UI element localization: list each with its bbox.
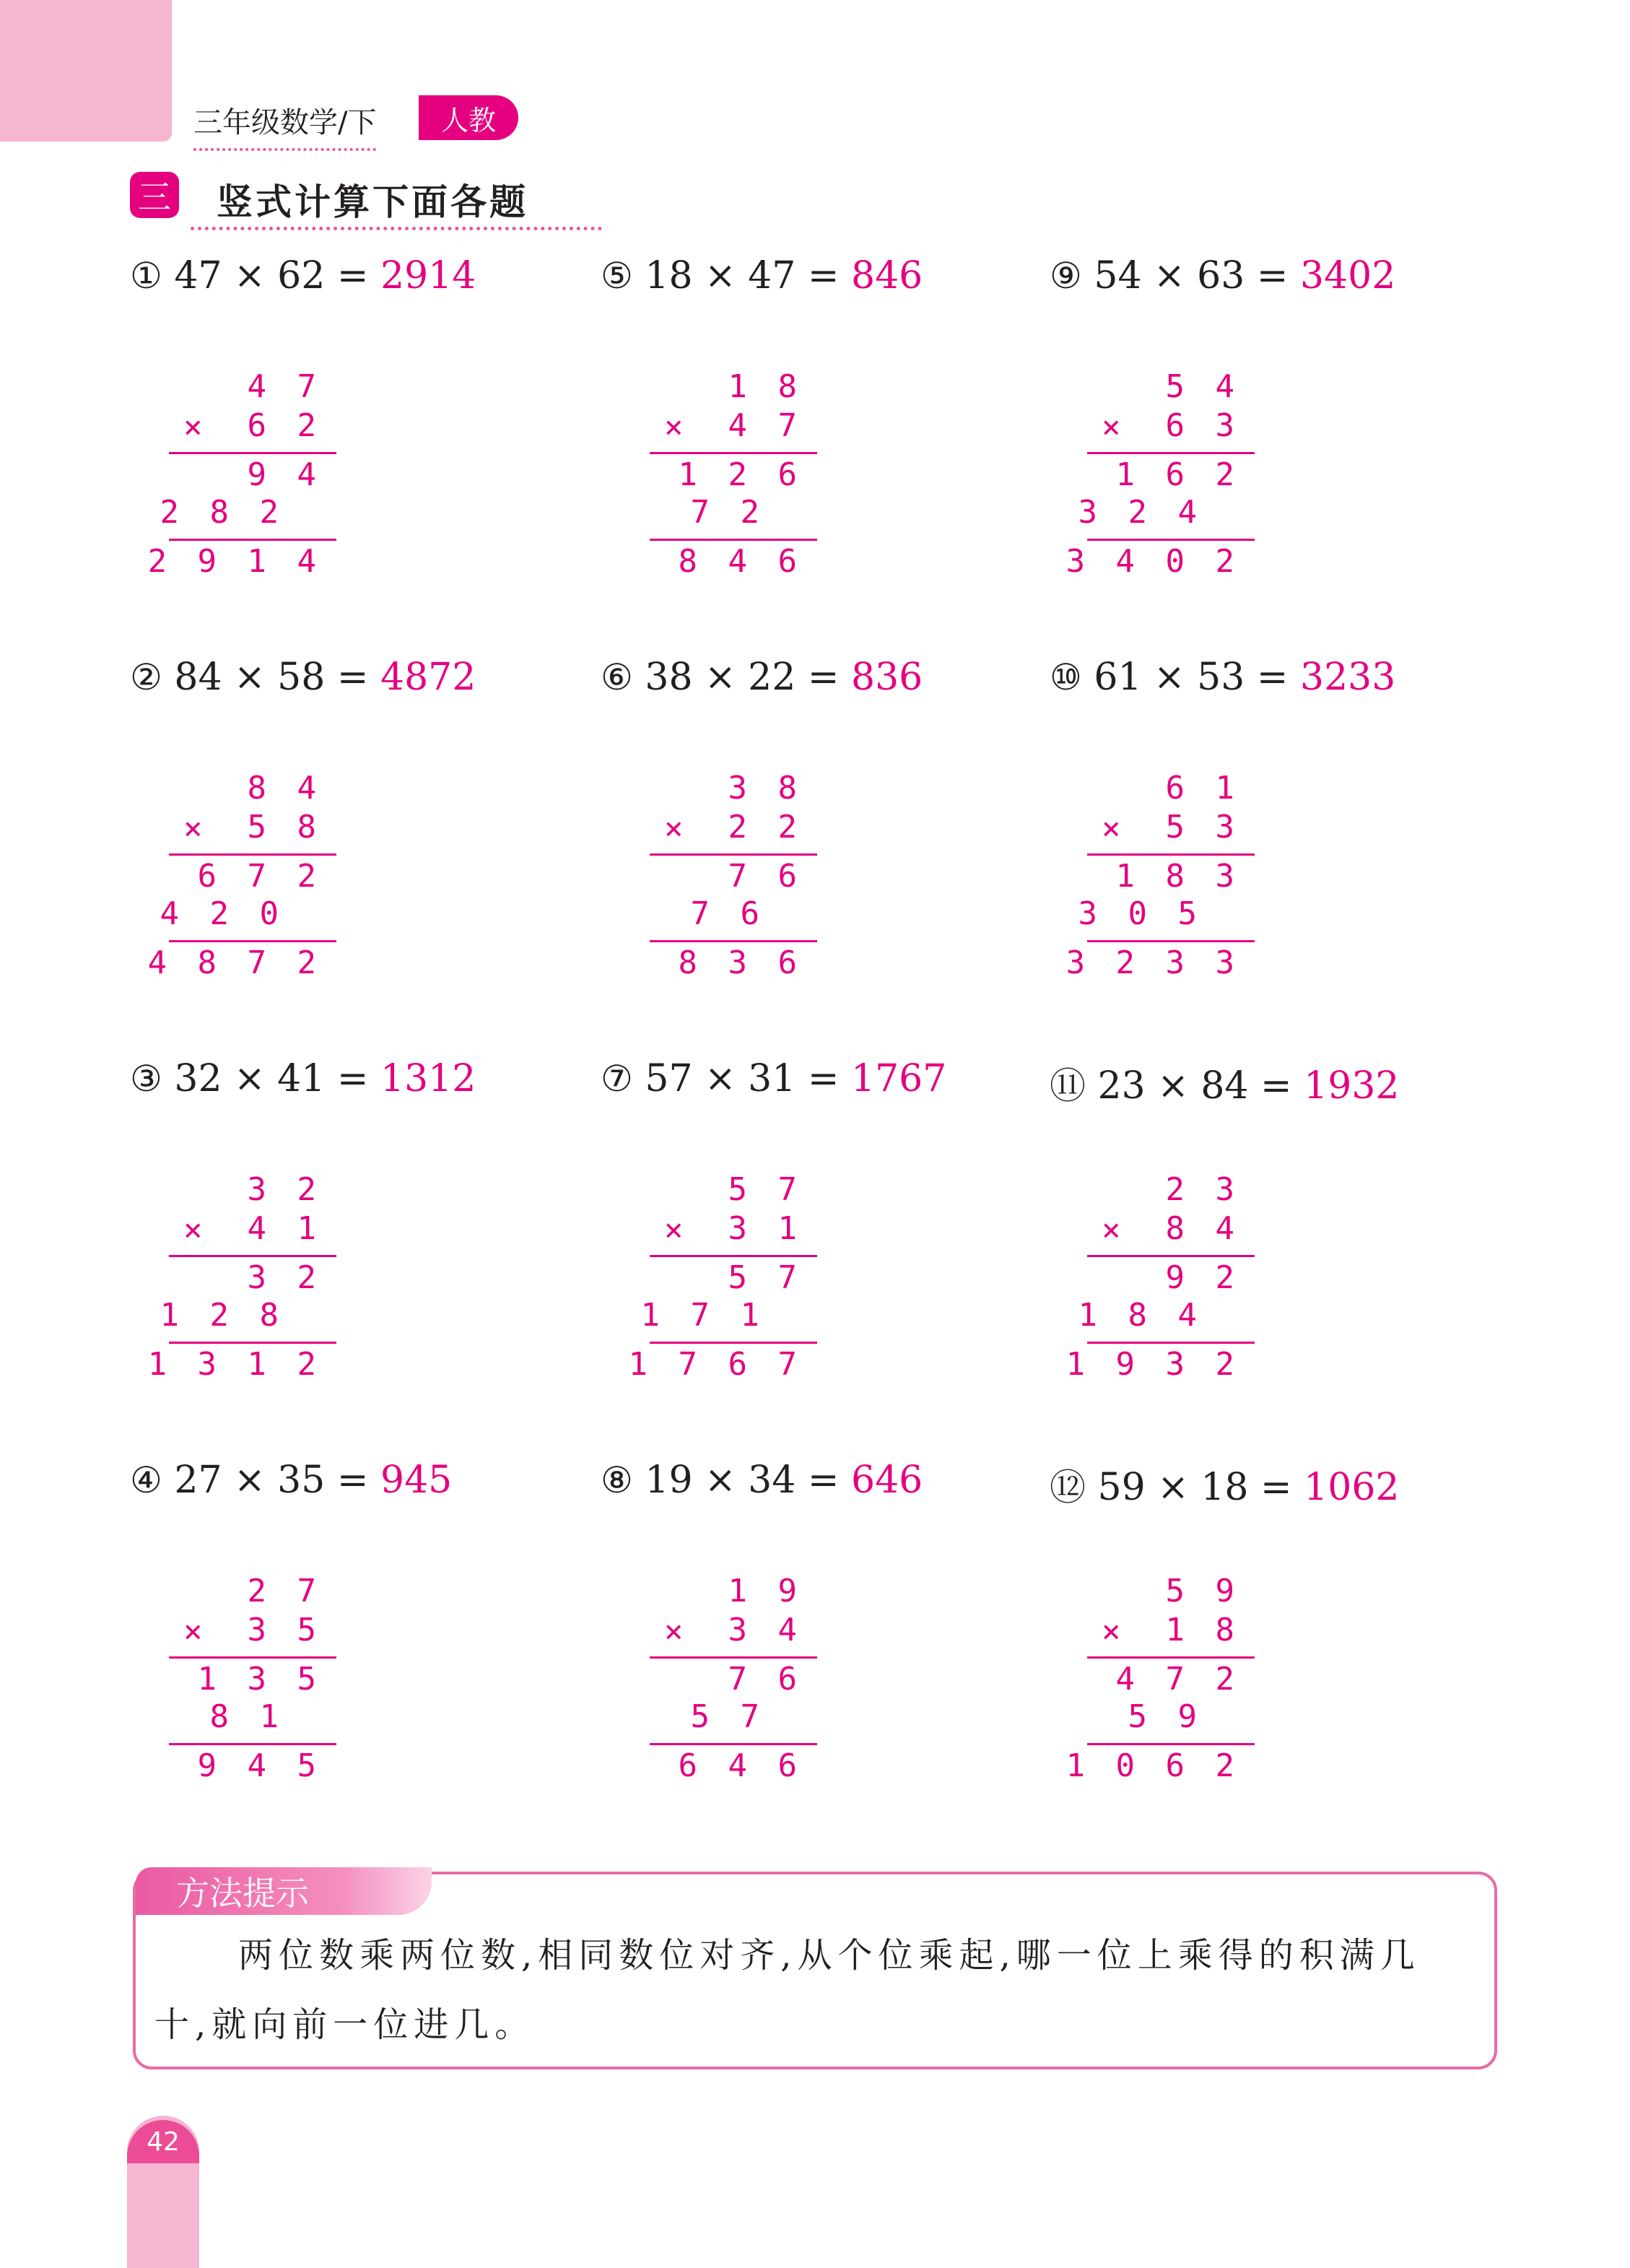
calc-partial-2: 8 1 [209,1698,284,1735]
calc-multiplicand: 3 2 [247,1171,322,1208]
calc-result: 1 3 1 2 [147,1346,322,1383]
calc-multiplicand: 5 4 [1165,368,1240,405]
calc-partial-1: 7 6 [728,1661,803,1698]
problem-number: ⑩ [1050,656,1082,698]
problem-equation [1050,1459,1400,1511]
times-sign: × [1141,656,1198,699]
answer: 836 [850,656,923,699]
calc-partial-1: 7 6 [728,858,803,895]
calc-partial-2: 1 8 4 [1078,1297,1203,1334]
page-number: 42 [127,2120,199,2163]
calc-line-2 [650,1342,817,1344]
equals-sign: = [796,656,851,699]
calc-multiplier: 8 4 [1165,1210,1240,1247]
calc-partial-2: 5 7 [690,1698,765,1735]
problem-equation [130,1459,452,1502]
times-sign: × [222,656,278,699]
factor-a: 23 [1097,1064,1146,1108]
calc-line-2 [169,1743,336,1745]
answer: 1312 [380,1057,476,1100]
vertical-calculation [147,764,342,988]
vertical-calculation [1065,1567,1260,1791]
equals-sign: = [1248,1064,1304,1108]
equals-sign: = [325,1057,380,1100]
calc-multiplier: 3 1 [728,1210,803,1247]
calc-result: 3 4 0 2 [1065,543,1240,580]
problem-2 [130,656,592,1057]
problem-number: ④ [130,1459,162,1501]
calc-result: 4 8 7 2 [147,944,322,981]
calc-result: 8 3 6 [678,944,803,981]
factor-b: 41 [277,1057,326,1100]
problem-10 [1050,656,1512,1057]
calc-multiplier: 4 1 [247,1210,322,1247]
factor-a: 47 [174,254,222,297]
calc-line-2 [1087,1743,1255,1745]
equals-sign: = [1245,254,1300,297]
calc-times-sign: × [183,409,203,446]
factor-b: 31 [748,1057,796,1100]
factor-a: 19 [645,1459,693,1502]
equals-sign: = [1245,656,1300,699]
factor-b: 53 [1197,656,1245,699]
vertical-calculation [1065,764,1260,988]
calc-result: 1 7 6 7 [628,1346,803,1383]
times-sign: × [1145,1466,1201,1509]
problem-equation [130,656,476,699]
problem-3 [130,1057,592,1459]
vertical-calculation [169,1567,342,1791]
vertical-calculation [147,1165,342,1389]
calc-multiplicand: 5 7 [728,1171,803,1208]
calc-multiplicand: 1 9 [728,1573,803,1609]
calc-line-2 [169,539,336,541]
calc-line-1 [1087,853,1255,856]
calc-line-1 [169,853,336,856]
equals-sign: = [325,1459,380,1502]
calc-times-sign: × [183,1212,203,1248]
factor-a: 59 [1097,1466,1146,1509]
calc-partial-1: 6 7 2 [197,858,322,895]
answer: 1767 [850,1057,947,1100]
factor-b: 34 [748,1459,796,1502]
problem-equation [130,254,476,297]
answer: 846 [850,254,923,297]
calc-multiplicand: 8 4 [247,770,322,807]
calc-result: 1 9 3 2 [1065,1346,1240,1383]
problem-number: ⑨ [1050,255,1082,297]
calc-result: 9 4 5 [197,1747,322,1784]
calc-partial-1: 4 7 2 [1115,1661,1240,1698]
times-sign: × [692,254,749,297]
calc-partial-2: 4 2 0 [160,895,284,932]
answer: 3402 [1299,254,1396,297]
answer: 2914 [380,254,476,297]
calc-multiplier: 5 8 [247,809,322,846]
vertical-calculation [650,1567,823,1791]
times-sign: × [1141,254,1198,297]
vertical-calculation [650,362,823,586]
calc-times-sign: × [183,810,203,847]
answer: 1062 [1304,1466,1400,1509]
problem-number: ⑥ [601,656,633,698]
times-sign: × [692,1057,749,1100]
calc-line-1 [650,1255,817,1257]
calc-result: 3 2 3 3 [1065,944,1240,981]
calc-times-sign: × [1102,1613,1121,1650]
problem-number: ③ [130,1058,162,1100]
factor-b: 47 [748,254,796,297]
times-sign: × [222,1057,278,1100]
problem-12 [1050,1459,1512,1860]
calc-times-sign: × [1102,810,1121,847]
equals-sign: = [325,254,380,297]
calc-line-1 [169,452,336,454]
calc-multiplier: 3 5 [247,1612,322,1648]
calc-multiplier: 6 3 [1165,407,1240,444]
calc-multiplicand: 1 8 [728,368,803,405]
calc-partial-2: 7 2 [690,494,765,531]
problem-11 [1050,1057,1512,1459]
calc-partial-1: 3 2 [247,1259,322,1296]
factor-a: 57 [645,1057,693,1100]
problem-equation [601,656,923,699]
factor-b: 58 [277,656,326,699]
calc-multiplicand: 2 3 [1165,1171,1240,1208]
calc-partial-2: 3 0 5 [1078,895,1203,932]
calc-partial-1: 1 2 6 [678,456,803,493]
problem-number: ⑦ [601,1058,633,1100]
factor-a: 18 [645,254,693,297]
calc-partial-2: 5 9 [1128,1698,1203,1735]
calc-line-2 [169,1342,336,1344]
calc-times-sign: × [664,810,684,847]
problem-7 [601,1057,1063,1459]
header-title: 三年级数学/下 [193,100,376,151]
vertical-calculation [650,764,823,988]
section-title: 竖式计算下面各题 [217,181,528,223]
problem-equation [601,1057,946,1100]
calc-multiplier: 5 3 [1165,809,1240,846]
calc-line-1 [169,1656,336,1659]
times-sign: × [222,1459,278,1502]
problem-number: ⑤ [601,255,633,297]
calc-partial-1: 1 3 5 [197,1661,322,1698]
factor-a: 54 [1094,254,1142,297]
header-badge: 人教 [419,95,518,140]
calc-partial-2: 1 2 8 [160,1297,284,1334]
calc-multiplier: 1 8 [1165,1612,1240,1648]
calc-times-sign: × [664,1613,684,1650]
problem-1 [130,254,592,656]
calc-multiplicand: 6 1 [1165,770,1240,807]
times-sign: × [222,254,278,297]
factor-a: 27 [174,1459,222,1502]
calc-partial-2: 3 2 4 [1078,494,1203,531]
calc-multiplicand: 2 7 [247,1573,322,1609]
problem-6 [601,656,1063,1057]
calc-line-2 [650,940,817,942]
problem-number: ② [130,656,162,698]
vertical-calculation [628,1165,823,1389]
calc-line-1 [1087,452,1255,454]
equals-sign: = [796,254,851,297]
calc-times-sign: × [183,1613,203,1650]
problem-equation [1050,1057,1400,1109]
calc-times-sign: × [1102,409,1121,446]
calc-line-2 [1087,539,1255,541]
calc-multiplier: 6 2 [247,407,322,444]
calc-times-sign: × [1102,1212,1121,1248]
equals-sign: = [325,656,380,699]
problem-8 [601,1459,1063,1860]
problem-5 [601,254,1063,656]
method-tip-text: 两位数乘两位数,相同数位对齐,从个位乘起,哪一位上乘得的积满几十,就向前一位进几。 [154,1935,1421,2045]
problem-equation [1050,254,1395,297]
problem-number: ① [130,255,162,297]
calc-line-1 [1087,1255,1255,1257]
calc-line-2 [650,539,817,541]
times-sign: × [692,656,749,699]
problem-number: ⑧ [601,1459,633,1501]
calc-line-2 [1087,1342,1255,1344]
equals-sign: = [796,1057,851,1100]
calc-multiplicand: 4 7 [247,368,322,405]
vertical-calculation [147,362,342,586]
calc-partial-1: 9 2 [1165,1259,1240,1296]
calc-multiplier: 4 7 [728,407,803,444]
corner-tab [0,0,172,142]
factor-b: 63 [1197,254,1245,297]
problem-number: ⑪ [1050,1065,1086,1107]
factor-b: 62 [277,254,326,297]
calc-line-1 [169,1255,336,1257]
problem-equation [1050,656,1395,699]
calc-partial-2: 1 7 1 [640,1297,765,1334]
problem-equation [130,1057,476,1100]
calc-line-2 [169,940,336,942]
calc-partial-1: 5 7 [728,1259,803,1296]
calc-multiplicand: 5 9 [1165,1573,1240,1609]
section-underline [191,227,602,230]
factor-b: 22 [748,656,796,699]
problem-equation [601,1459,923,1502]
equals-sign: = [1248,1466,1304,1509]
calc-line-1 [650,853,817,856]
vertical-calculation [1065,1165,1260,1389]
problem-4 [130,1459,592,1860]
calc-result: 1 0 6 2 [1065,1747,1240,1784]
problem-9 [1050,254,1512,656]
times-sign: × [692,1459,749,1502]
calc-times-sign: × [664,409,684,446]
factor-b: 18 [1200,1466,1249,1509]
answer: 945 [380,1459,453,1502]
vertical-calculation [1065,362,1260,586]
calc-partial-1: 1 8 3 [1115,858,1240,895]
problem-equation [601,254,923,297]
calc-line-2 [650,1743,817,1745]
factor-a: 32 [174,1057,222,1100]
calc-multiplicand: 3 8 [728,770,803,807]
calc-partial-2: 7 6 [690,895,765,932]
times-sign: × [1145,1064,1201,1108]
calc-line-1 [1087,1656,1255,1659]
calc-result: 6 4 6 [678,1747,803,1784]
problem-number: ⑫ [1050,1467,1086,1508]
answer: 3233 [1299,656,1396,699]
factor-a: 61 [1094,656,1142,699]
factor-a: 38 [645,656,693,699]
method-tip-label: 方法提示 [136,1867,432,1915]
answer: 4872 [380,656,476,699]
equals-sign: = [796,1459,851,1502]
calc-times-sign: × [664,1212,684,1248]
calc-line-1 [650,452,817,454]
calc-line-2 [1087,940,1255,942]
answer: 646 [850,1459,923,1502]
calc-line-1 [650,1656,817,1659]
answer: 1932 [1304,1064,1400,1108]
calc-multiplier: 2 2 [728,809,803,846]
calc-result: 8 4 6 [678,543,803,580]
section-number: 三 [130,172,179,218]
calc-result: 2 9 1 4 [147,543,322,580]
factor-b: 84 [1200,1064,1249,1108]
calc-partial-1: 1 6 2 [1115,456,1240,493]
factor-a: 84 [174,656,222,699]
calc-partial-1: 9 4 [247,456,322,493]
calc-partial-2: 2 8 2 [160,494,284,531]
calc-multiplier: 3 4 [728,1612,803,1648]
factor-b: 35 [277,1459,326,1502]
